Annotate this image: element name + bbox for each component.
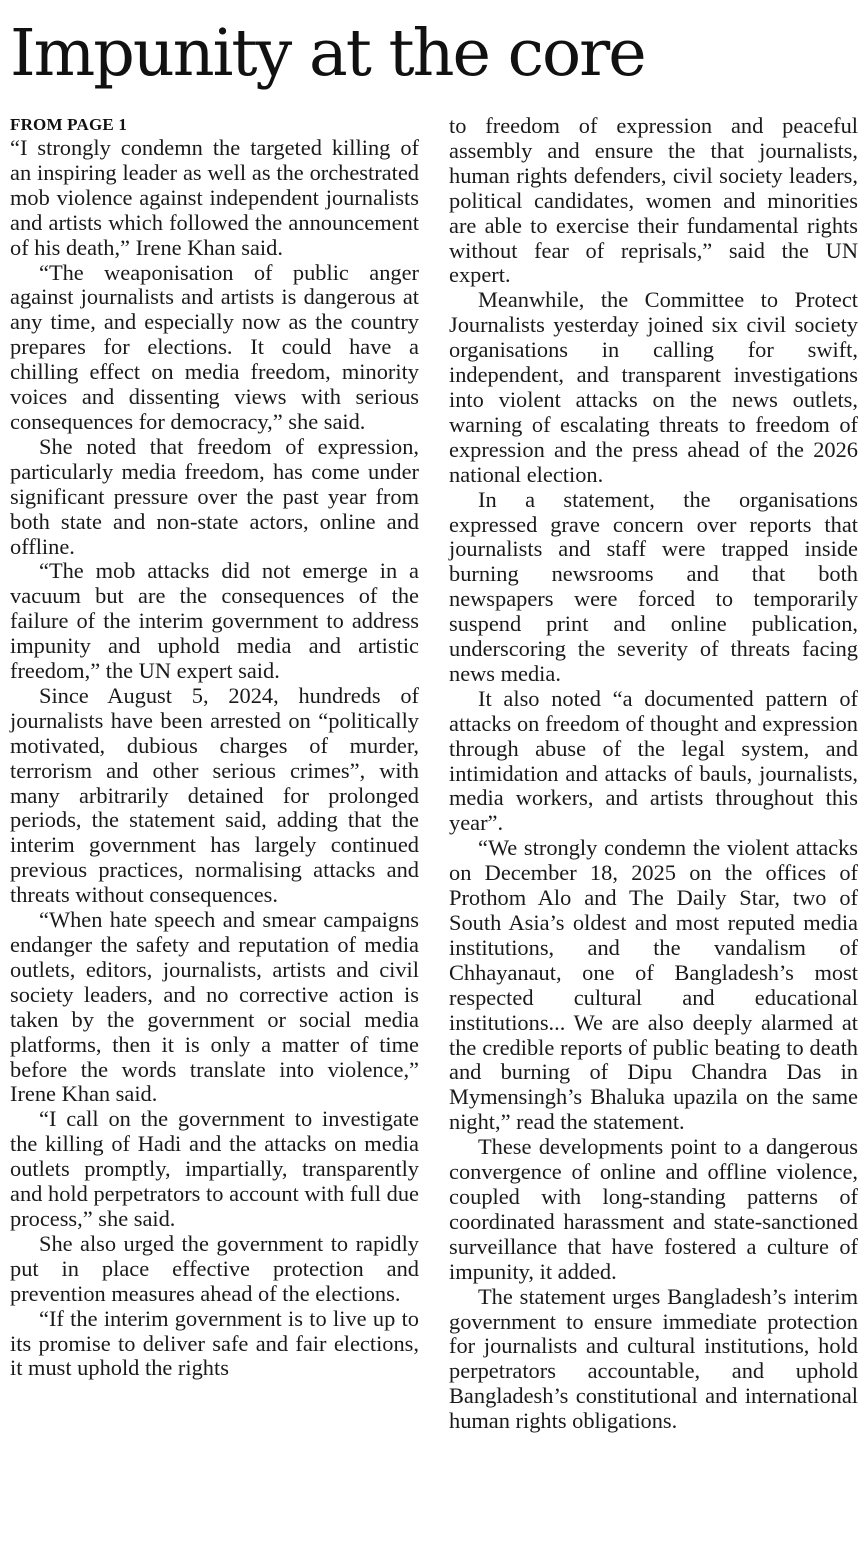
- headline: Impunity at the core: [10, 16, 645, 91]
- paragraph: “If the interim government is to live up to its promise to deliver safe and fair elections, it must uphold the rights: [10, 1305, 419, 1381]
- paragraph: Since August 5, 2024, hundreds of journalists have been arrested on “politically motivated, dubious charges of murder, terrorism and other serious crimes”, with many arbitrarily detained for prolonged periods, the statement said, adding that the interim government has largely continued previous practices, normalising attacks and threats without consequences.: [10, 682, 419, 908]
- paragraph: The statement urges Bangladesh’s interim government to ensure immediate protection for journalists and cultural institutions, hold perpetrators accountable, and uphold Bangladesh’s constitutional and international human rights obligations.: [449, 1283, 858, 1434]
- paragraph: “We strongly condemn the violent attacks on December 18, 2025 on the offices of Prothom Alo and The Daily Star, two of South Asia’s oldest and most reputed media institutions, and the vandalism of Chhayanaut, one of Bangladesh’s most respected cultural and educational institutions... We are also deeply alarmed at the credible reports of public beating to death and burning of Dipu Chandra Das in Mymensingh’s Bhaluka upazila on the same night,” read the statement.: [449, 835, 858, 1135]
- paragraph: “I call on the government to investigate the killing of Hadi and the attacks on media outlets promptly, impartially, transparently and hold perpetrators to account with full due process,” she said.: [10, 1106, 419, 1231]
- kicker-from-page: FROM PAGE 1: [10, 115, 128, 134]
- paragraph: In a statement, the organisations expressed grave concern over reports that journalists and staff were trapped inside burning newsrooms and that both newspapers were forced to temporarily suspend print and online publication, underscoring the severity of threats facing news media.: [449, 486, 858, 686]
- article-column-left: [10, 114, 419, 1381]
- paragraph: “The mob attacks did not emerge in a vacuum but are the consequences of the failure of the interim government to address impunity and uphold media and artistic freedom,” the UN expert said.: [10, 558, 419, 684]
- paragraph: Meanwhile, the Committee to Protect Journalists yesterday joined six civil society organisations in calling for swift, independent, and transparent investigations into violent attacks on the news outlets, warning of escalating threats to freedom of expression and the press ahead of the 2026 national election.: [449, 287, 858, 487]
- paragraph: She noted that freedom of expression, particularly media freedom, has come under significant pressure over the past year from both state and non-state actors, online and offline.: [10, 433, 419, 559]
- paragraph: “When hate speech and smear campaigns endanger the safety and reputation of media outlets, editors, journalists, artists and civil society leaders, and no corrective action is taken by the government or social media platforms, then it is only a matter of time before the words translate into violence,” Irene Khan said.: [10, 907, 419, 1107]
- paragraph: These developments point to a dangerous convergence of online and offline violence, coupled with long-standing patterns of coordinated harassment and state-sanctioned surveillance that have fostered a culture of impunity, it added.: [449, 1134, 858, 1284]
- paragraph: It also noted “a documented pattern of attacks on freedom of thought and expression through abuse of the legal system, and intimidation and attacks of bauls, journalists, media workers, and artists throughout this year”.: [449, 685, 858, 836]
- article-column-right: [449, 114, 858, 1434]
- paragraph: She also urged the government to rapidly put in place effective protection and prevention measures ahead of the elections.: [10, 1230, 419, 1306]
- paragraph: “I strongly condemn the targeted killing of an inspiring leader as well as the orchestrated mob violence against independent journalists and artists which followed the announcement of his death,” Irene Khan said.: [10, 135, 419, 260]
- paragraph-continued: to freedom of expression and peaceful assembly and ensure the that journalists, human rights defenders, civil society leaders, political candidates, women and minorities are able to exercise their fundamental rights without fear of reprisals,” said the UN expert.: [449, 113, 858, 288]
- paragraph: “The weaponisation of public anger against journalists and artists is dangerous at any time, and especially now as the country prepares for elections. It could have a chilling effect on media freedom, minority voices and dissenting views with serious consequences for democracy,” she said.: [10, 259, 419, 434]
